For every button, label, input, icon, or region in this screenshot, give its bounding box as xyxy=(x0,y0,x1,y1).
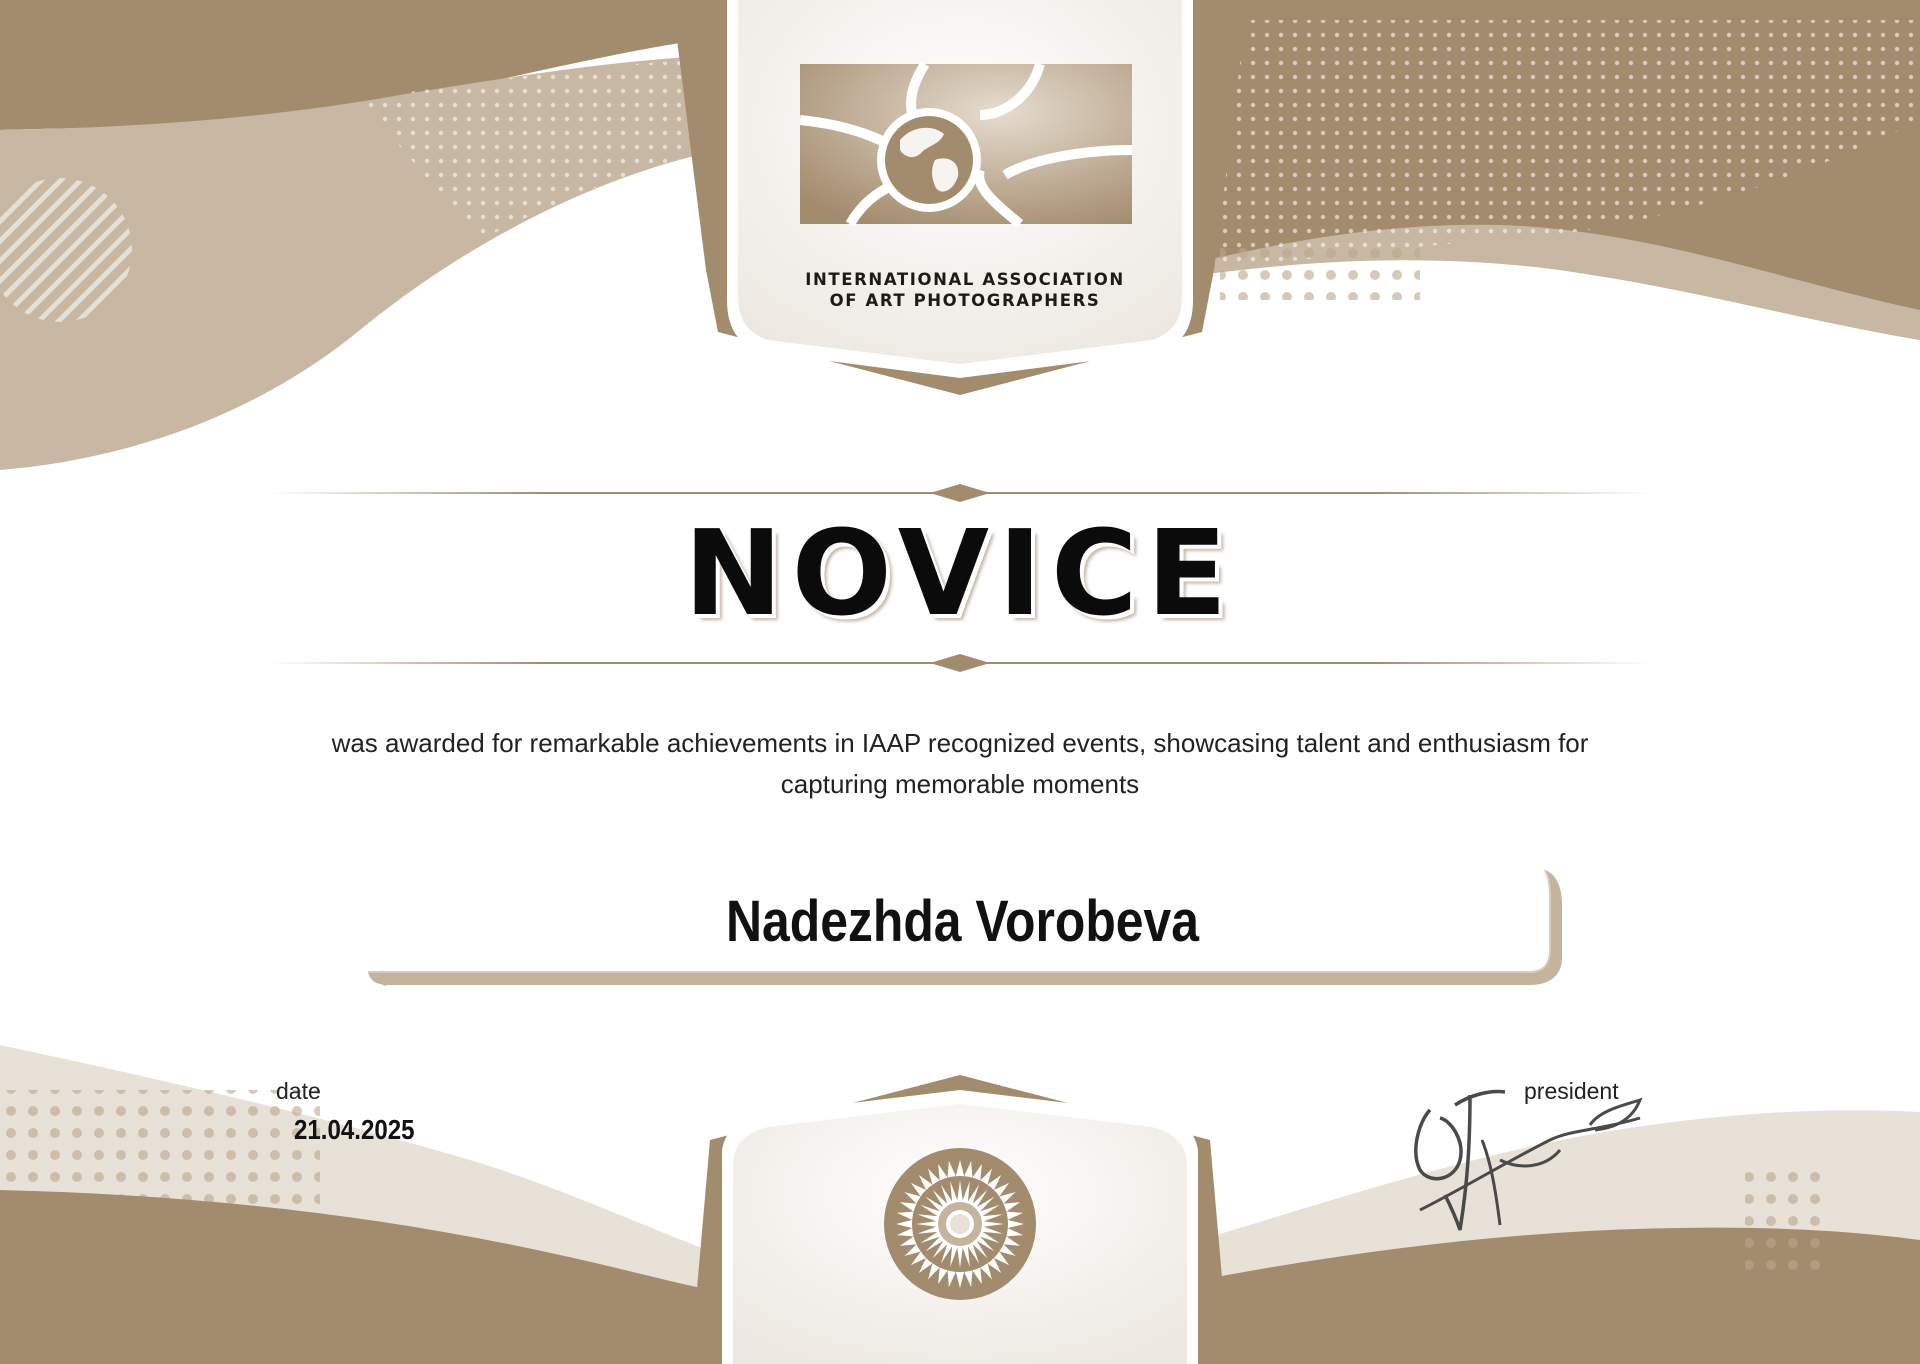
globe-aperture-icon xyxy=(800,64,1132,224)
award-description: was awarded for remarkable achievements in IAAP recognized events, showcasing talent and enthusiasm for capturing memorable moments xyxy=(331,728,1589,799)
title-divider-bottom xyxy=(270,654,1650,672)
date-label: date xyxy=(276,1078,321,1104)
title-divider-top xyxy=(270,484,1650,502)
award-title: NOVICE xyxy=(683,504,1237,642)
organization-name-line2: OF ART PHOTOGRAPHERS xyxy=(829,291,1101,310)
top-right-dots-light xyxy=(1220,240,1420,300)
date-value: 21.04.2025 xyxy=(294,1114,415,1145)
organization-name-line1: INTERNATIONAL ASSOCIATION xyxy=(805,270,1125,289)
bottom-right-dots xyxy=(1745,1160,1825,1270)
president-label: president xyxy=(1524,1078,1619,1104)
sunburst-seal-icon xyxy=(884,1148,1036,1300)
recipient-name: Nadezhda Vorobeva xyxy=(725,889,1200,954)
